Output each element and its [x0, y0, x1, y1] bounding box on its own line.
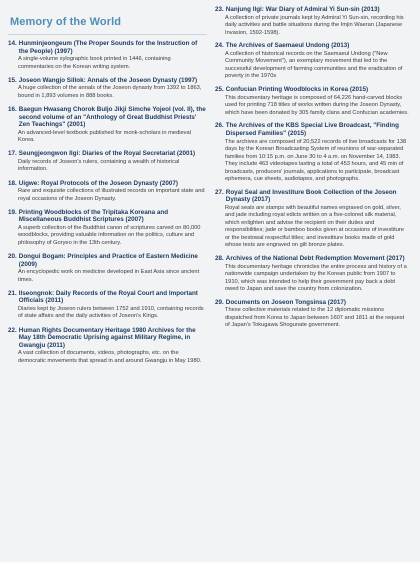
entry-description: Rare and exquisite collections of illustrated records on important state and royal occasions of the Joseon Dynasty.	[18, 188, 205, 202]
heritage-entry	[215, 122, 410, 183]
entry-heading	[215, 42, 410, 50]
entry-title: Archives of the National Debt Redemption Movement (2017)	[225, 255, 405, 263]
entry-heading	[215, 122, 410, 137]
left-entry-list	[8, 40, 207, 365]
heritage-entry	[215, 299, 410, 330]
entry-description: A collection of private journals kept by Admiral Yi Sun-sin, recording his daily activities and battle situations during the Imjin Waeran (Japanese Invasion, 1592-1598).	[225, 14, 404, 36]
entry-heading	[215, 86, 410, 94]
entry-title: Royal Seal and Investiture Book Collection of the Joseon Dynasty (2017)	[225, 188, 397, 204]
heritage-entry	[215, 42, 410, 81]
heritage-entry	[8, 180, 207, 204]
entry-number: 24.	[215, 42, 224, 50]
heritage-entry	[8, 40, 207, 71]
entry-number: 29.	[215, 298, 224, 306]
entry-number: 15.	[8, 76, 17, 84]
entry-number: 26.	[215, 122, 224, 130]
entry-description: An advanced-level textbook published for monk-scholars in medieval Korea.	[18, 129, 191, 144]
entry-description: This documentary heritage is composed of 64,226 hand-carved blocks used for printing 718 titles of works written during the Joseon Dynasty, which have been donated by 305 family clans and Confucian academies.	[225, 94, 409, 116]
entry-heading	[8, 150, 207, 158]
heritage-entry	[8, 106, 207, 145]
entry-description: Daily records of Joseon's rulers, containing a wealth of historical information.	[18, 158, 180, 173]
entry-number: 19.	[8, 208, 17, 216]
entry-title: Printing Woodblocks of the Tripitaka Koreana and Miscellaneous Buddhist Scriptures (2007)	[18, 208, 169, 224]
entry-heading	[215, 189, 410, 204]
right-entry-list	[215, 6, 410, 330]
entry-number: 14.	[8, 40, 17, 47]
entry-number: 21.	[8, 289, 17, 297]
entry-heading	[8, 253, 207, 268]
heritage-entry	[215, 86, 410, 117]
entry-number: 20.	[8, 253, 17, 260]
title-block	[8, 6, 207, 35]
entry-title: Ilseongnok: Daily Records of the Royal Court and Important Officials (2011)	[18, 289, 198, 305]
heritage-entry	[8, 209, 207, 248]
heritage-entry	[215, 255, 410, 294]
entry-heading	[8, 106, 207, 129]
heritage-entry	[215, 189, 410, 250]
entry-title: Documents on Joseon Tongsinsa (2017)	[225, 298, 347, 306]
entry-number: 23.	[215, 6, 224, 13]
heritage-entry	[8, 327, 207, 366]
entry-heading	[8, 327, 207, 350]
entry-heading	[215, 6, 410, 14]
entry-number: 25.	[215, 86, 224, 94]
entry-title: Confucian Printing Woodblocks in Korea (2015)	[225, 86, 369, 94]
entry-description: These collective materials related to the 12 diplomatic missions dispatched from Korea to Japan between 1607 and 1811 at the request of Japan's Tokugawa Shogunate government.	[225, 307, 405, 329]
entry-description: An encyclopedic work on medicine developed in East Asia since ancient times.	[18, 269, 200, 283]
entry-description: A superb collection of the Buddhist canon of scriptures carved on 80,000 woodblocks, providing valuable information on the politics, culture and philosophy of Goryeo in the 13th century.	[18, 224, 201, 246]
entry-number: 22.	[8, 326, 17, 334]
entry-title: Uigwe: Royal Protocols of the Joseon Dynasty (2007)	[18, 179, 178, 187]
entry-title: Dongui Bogam: Principles and Practice of Eastern Medicine (2009)	[18, 253, 198, 268]
entry-title: Nanjung Ilgi: War Diary of Admiral Yi Sun-sin (2013)	[225, 6, 380, 13]
entry-heading	[8, 40, 207, 55]
heritage-entry	[8, 150, 207, 174]
entry-title: Joseon Wangjo Sillok: Annals of the Joseon Dynasty (1997)	[18, 76, 198, 84]
entry-title: The Archives of the KBS Special Live Broadcast, "Finding Dispersed Families" (2015)	[225, 122, 399, 137]
right-column	[215, 6, 410, 562]
entry-title: The Archives of Saemaeul Undong (2013)	[225, 42, 350, 50]
heritage-entry	[8, 77, 207, 101]
entry-heading	[8, 180, 207, 188]
heritage-entry	[8, 290, 207, 321]
entry-heading	[8, 209, 207, 224]
heritage-entry	[215, 6, 410, 37]
entry-title: Baegun Hwasang Chorok Buljo Jikji Simche Yojeol (vol. II), the second volume of an "Anthology of Great Buddhist Priests' Zen Teachings" (2001)	[18, 105, 206, 129]
entry-heading	[215, 299, 410, 307]
entry-title: Human Rights Documentary Heritage 1980 Archives for the May 18th Democratic Uprising against Military Regime, in Gwangju (2011)	[18, 326, 196, 349]
entry-description: A vast collection of documents, videos, photographs, etc. on the democratic movements that spread in and around Gwangju in May 1980.	[18, 350, 202, 364]
entry-number: 17.	[8, 150, 17, 158]
left-column	[8, 6, 207, 562]
heritage-entry	[8, 253, 207, 284]
entry-number: 16.	[8, 105, 17, 113]
entry-heading	[215, 255, 410, 263]
entry-description: A single-volume xylographic book printed in 1446, containing commentaries on the Korean writing system.	[18, 56, 171, 70]
page-title: Memory of the World	[10, 16, 122, 28]
entry-number: 18.	[8, 179, 17, 187]
entry-heading	[8, 77, 207, 85]
entry-title: Hunminjeongeum (The Proper Sounds for the Instruction of the People) (1997)	[18, 40, 198, 55]
entry-heading	[8, 290, 207, 305]
entry-description: A collection of historical records on the Saemaeul Undong ("New Community Movement"), an exemplary movement that led to the successful development of farming communities and the eradication of poverty in the 1970s	[225, 50, 403, 80]
entry-title: Seungjeongwon Ilgi: Diaries of the Royal Secretariat (2001)	[18, 150, 196, 158]
entry-description: Royal seals are stamps with beautiful names engraved on gold, silver, and jade including royal edicts written on a five-colored silk material, which enlighten and advise the recipient on their duties and responsibilities; jade or bamboo books given at occasions of investiture or the bestowal respectful titles; and investiture books made of gold whose texts are engraved on gilt bronze plates.	[225, 204, 404, 249]
entry-description: The archives are composed of 20,522 records of live broadcasts for 138 days by the Korean Broadcasting System of reunions of war-separated families from 10:15 p.m. on June 30 to 4 a.m. on November 14, 1983. They include 463 videotapes lasting a total of 453 hours, and 45 min of broadcasts, producers' journals, applications to participate, broadcast ephemera, cue sheets, audiotapes, and photographs.	[225, 138, 407, 183]
entry-description: Diaries kept by Joseon rulers between 1752 and 1910, containing records of state affairs and the daily activities of Joseon's Kings.	[18, 305, 204, 320]
entry-number: 27.	[215, 188, 224, 196]
entry-description: This documentary heritage chronicles the entire process and history of a nationwide campaign undertaken by the Korean public from 1907 to 1910, which was intended to help their government pay back a debt owed to Japan and save the country from colonization.	[225, 263, 407, 293]
entry-number: 28.	[215, 255, 224, 263]
entry-description: A huge collection of the annals of the Joseon dynasty from 1392 to 1863, bound in 1,893 volumes in 888 books.	[18, 85, 202, 99]
